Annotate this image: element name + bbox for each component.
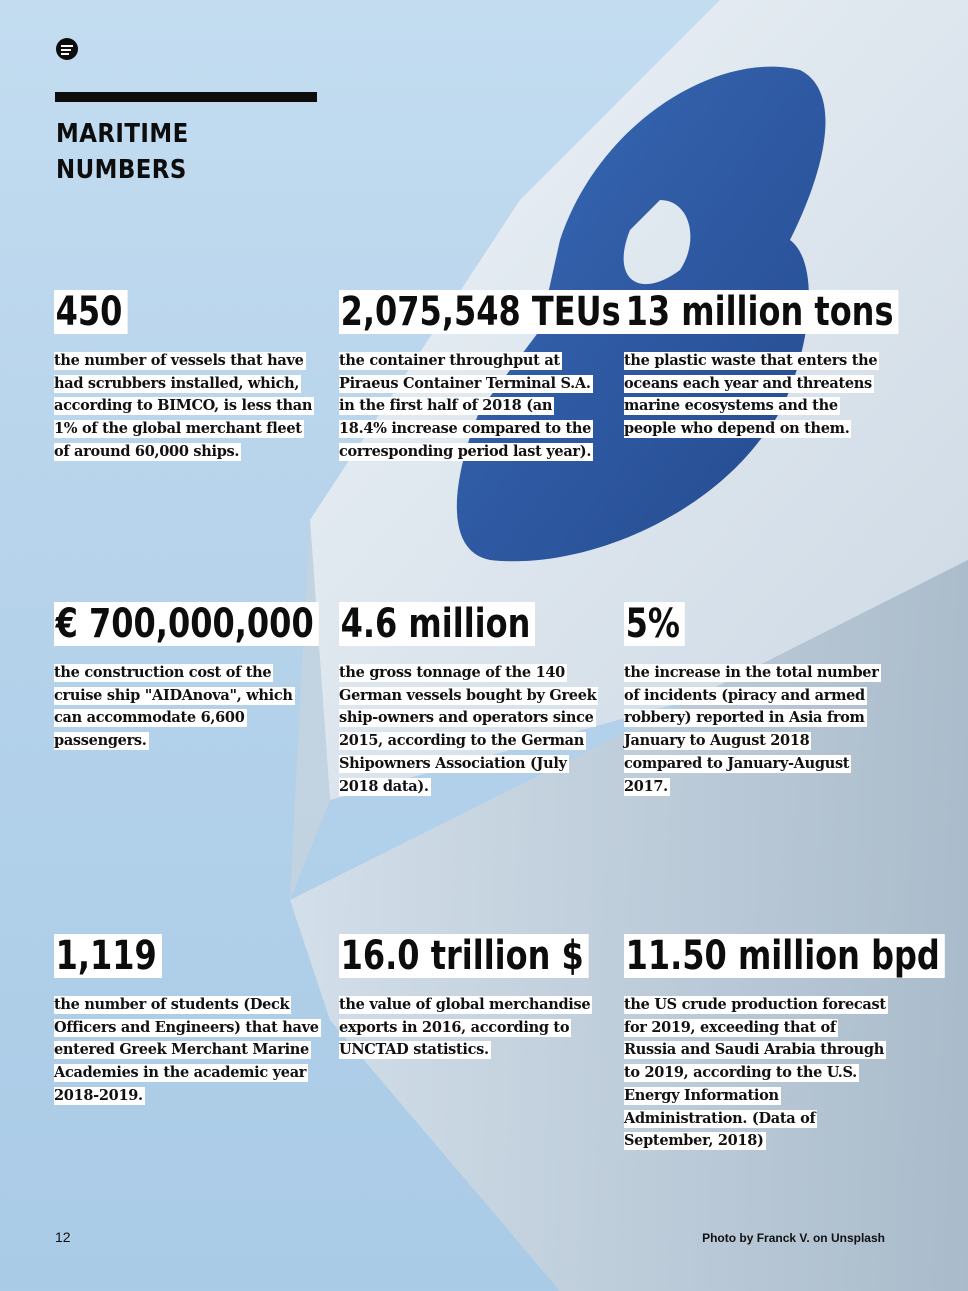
stat-description: the value of global merchandise exports in 2016, according to UNCTAD statistics. <box>339 996 591 1059</box>
stat-card <box>54 602 385 753</box>
stat-description: the construction cost of the cruise ship "AIDAnova", which can accommodate 6,600 passengers. <box>54 664 293 750</box>
stat-description: the number of students (Deck Officers and Engineers) that have entered Greek Merchant Marine Academies in the academic year 2018-2019. <box>54 996 319 1104</box>
stat-description: the number of vessels that have had scrubbers installed, which, according to BIMCO, is less than 1% of the global merchant fleet of around 60,000 ships. <box>54 352 313 460</box>
photo-credit: Photo by Franck V. on Unsplash <box>702 1231 885 1245</box>
stat-description: the increase in the total number of incidents (piracy and armed robbery) reported in Asia from January to August 2018 compared to January-August 2017. <box>624 664 879 795</box>
brand-logo-icon <box>56 38 78 60</box>
stat-value: 16.0 trillion $ <box>339 934 589 978</box>
section-title: MARITIME NUMBERS <box>56 119 189 185</box>
stat-description: the container throughput at Piraeus Container Terminal S.A. in the first half of 2018 (an 18.4% increase compared to the corresponding period last year). <box>339 352 592 460</box>
stat-value: 1,119 <box>54 934 162 978</box>
stat-card <box>339 934 651 1062</box>
stat-card <box>624 290 967 441</box>
stat-value: 2,075,548 TEUs <box>339 290 625 334</box>
stat-value: 13 million tons <box>624 290 898 334</box>
stat-value: 450 <box>54 290 127 334</box>
stat-value: € 700,000,000 <box>54 602 319 646</box>
stat-card <box>624 602 889 798</box>
stat-card <box>54 934 319 1108</box>
stat-card <box>339 602 604 798</box>
stat-card <box>624 934 968 1153</box>
stat-description: the US crude production forecast for 2019, exceeding that of Russia and Saudi Arabia through to 2019, according to the U.S. Energy Information Administration. (Data of September, 2018) <box>624 996 886 1150</box>
stat-value: 11.50 million bpd <box>624 934 945 978</box>
stat-description: the gross tonnage of the 140 German vessels bought by Greek ship-owners and operators since 2015, according to the German Shipowners Association (July 2018 data). <box>339 664 597 795</box>
title-rule <box>55 92 317 102</box>
stat-value: 5% <box>624 602 685 646</box>
stat-description: the plastic waste that enters the oceans each year and threatens marine ecosystems and the people who depend on them. <box>624 352 878 438</box>
stat-value: 4.6 million <box>339 602 535 646</box>
page-number: 12 <box>55 1229 71 1245</box>
stat-card <box>54 290 319 464</box>
